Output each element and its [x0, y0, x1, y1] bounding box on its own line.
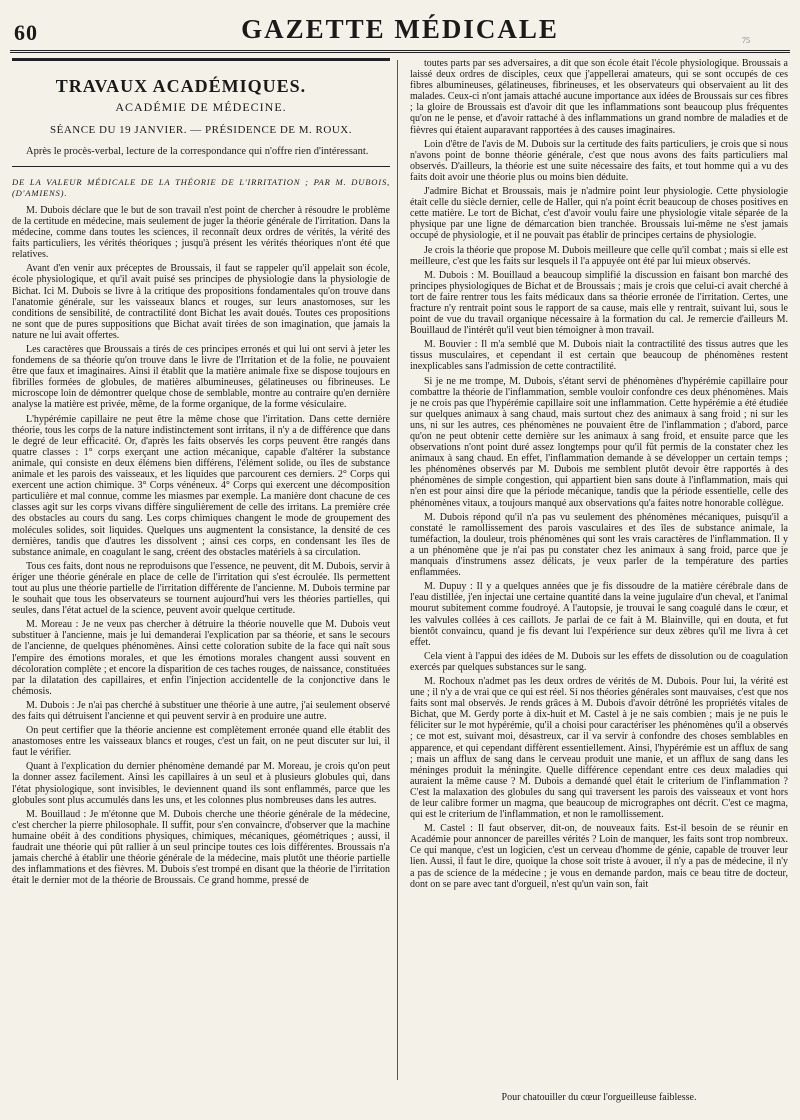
right-column-body [410, 58, 788, 890]
section-bottom-rule [12, 166, 390, 167]
article-paragraph: M. Bouillaud : Je m'étonne que M. Dubois cherche une théorie générale de la médecine, c'est chercher la pierre philosophale. Il suffit, pour s'en convaincre, d'observer que la machine humaine obéit à des conditions physiques, chimiques, mécaniques, géométriques ; aussi, il faudrait une théorie qui pût rallier à un seul principe toutes ces lois différentes. Broussais n'a jamais cherché à établir une théorie générale de la médecine, mais plutôt une théorie partielle des inflammations et des fièvres. M. Dubois s'est trompé en disant que la théorie de l'irritation était le dernier mot de la théorie de Broussais. Ce grand homme, pressé de [12, 808, 390, 887]
article-paragraph: Avant d'en venir aux préceptes de Broussais, il faut se rappeler qu'il appelait son école, école physiologique, et qu'il avait puisé ses principes de physiologie dans la physiologie de Bichat. Ici M. Dubois se livre à la critique des propositions fondamentales qu'on trouve dans l'anatomie générale, sur les vaisseaux blancs et rouges, sur leurs anastomoses, sur les conditions de sensibilité, de contractilité dont Bichat les avait doués. Toutes ces propositions ne sont que de pures suppositions que Bichat avait tirées de son imagination, que jamais la nature ne lui avait offertes. [12, 263, 390, 341]
intro-text: Après le procès-verbal, lecture de la correspondance qui n'offre rien d'intéressant. [26, 146, 369, 158]
section-title: TRAVAUX ACADÉMIQUES. [55, 76, 307, 96]
article-paragraph: toutes parts par ses adversaires, a dit que son école était l'école physiologique. Broussais a laissé deux ordres de disciples, ceux que j'appellerai amateurs, qui se sont occupés de ces fibres albumineuses, gélatineuses, fibrineuses, et les observateurs qui observaient au lit des malades. Ceux-ci n'ont jamais attaché aucune importance aux idées de Broussais sur ces fibres ; la gloire de Broussais est d'avoir dit que les inflammations sont beaucoup plus fréquentes qu'on ne le pense, et d'avoir rattaché à des inflammations un grand nombre de maladies et de fièvres qui étaient auparavant rapportées à des causes imaginaires. [410, 58, 788, 136]
left-column [12, 58, 390, 1116]
article-paragraph: M. Dubois : Je n'ai pas cherché à substituer une théorie à une autre, j'ai seulement observé des faits qui détruisent l'ancienne et qui peuvent servir à en produire une autre. [12, 699, 390, 722]
article-paragraph: J'admire Bichat et Broussais, mais je n'admire point leur physiologie. Cette physiologie était celle du siècle dernier, celle de Haller, qui n'a point écrit beaucoup de choses positives en cette matière. Le tort de Bichat, c'est d'avoir voulu faire une physiologie vitale séparée de la physique par une ligne de démarcation bien tranchée. Broussais lui-même ne s'est jamais occupé de physiologie, et il ne pouvait pas établir de principes certains de physiologie. [410, 186, 788, 242]
section-subtitle: ACADÉMIE DE MÉDECINE. [115, 100, 287, 115]
article-paragraph: Je crois la théorie que propose M. Dubois meilleure que celle qu'il combat ; mais si elle est meilleure, c'est que les faits sur lesquels il l'a appuyée ont été par lui mieux observés. [410, 244, 788, 267]
article-paragraph: M. Dubois : M. Bouillaud a beaucoup simplifié la discussion en faisant bon marché des principes physiologiques de Bichat et de Broussais ; mais je crois que celui-ci avait cherché à tort de faire rentrer tous les faits médicaux dans sa théorie erronée de l'irritation. Certes, une fracture n'y rentrait point sous le rapport de sa cause, mais elle y rentrait, suivant lui, sous le point de vue du travail organique nécessaire à la formation du cal. Je remercie d'ailleurs M. Bouillaud de l'intérêt qu'il veut bien témoigner à mon travail. [410, 269, 788, 337]
article-paragraph: Les caractères que Broussais a tirés de ces principes erronés et qui lui ont servi à jeter les fondemens de sa théorie qu'on trouve dans le livre de l'Irritation et de la folie, ne pouvaient être que faux et imaginaires. Ainsi il établit que la matière animale fixe se dispose toujours en fibrilles formées de globules, de matières albumineuses, gélatineuses ou fibrineuses. Le microscope loin de démontrer quelque chose de semblable, montre au contraire qu'en dernière analyse la matière est privée, même, de la forme organique, de la forme vésiculaire. [12, 344, 390, 411]
article-paragraph: Si je ne me trompe, M. Dubois, s'étant servi de phénomènes d'hypérémie capillaire pour combattre la théorie de l'inflammation, semble vouloir confondre ces deux phénomènes. Mais je ne crois pas que l'hypérémie capillaire soit une inflammation. Cette hypérémie a été étudiée sur quelques animaux à sang chaud, mais surtout chez des animaux à sang froid ; ni sur les uns, ni sur les autres, ces phénomènes ne pouvaient être de l'inflammation ; d'abord, parce qu'on ne peut obtenir cette dernière sur les animaux à sang froid, et ensuite parce que les observations n'ont point duré assez longtemps pour qu'il fût permis de la constater chez les animaux à sang chaud. En effet, l'inflammation demande à se développer un certain temps ; les phénomènes observés par M. Dubois me semblent plutôt devoir être rapportés à des phénomènes de simple congestion, qui appartient bien sans doute à l'inflammation, mais qui n'en est pour ainsi dire que la période mécanique, tandis que la période essentielle, celle des phénomènes vitaux, a toujours manqué aux observations qu'a faites notre honorable collègue. [410, 375, 788, 509]
article-paragraph: Loin d'être de l'avis de M. Dubois sur la certitude des faits particuliers, je crois que si nous n'avons point de bonne théorie générale, c'est que nous avons des faits particuliers mal observés. D'ailleurs, la théorie est une suite nécessaire des faits, et tout homme qui a vu des faits doit avoir une théorie plus ou moins bien déduite. [410, 138, 788, 183]
article-paragraph: M. Dubois répond qu'il n'a pas vu seulement des phénomènes mécaniques, puisqu'il a constaté le ramollissement des parois vasculaires et des îles de substance animale, la tuméfaction, la douleur, trois phénomènes qui sont les vrais caractères de l'inflammation. Il y a un phénomène que je n'ai pas pu constater chez les animaux à sang froid, parce que je manquais d'instrumens assez délicats, je veux parler de la température des parties enflammées. [410, 511, 788, 579]
article-paragraph: On peut certifier que la théorie ancienne est complètement erronée quand elle établit des anastomoses entre les vaisseaux blancs et rouges, c'est un fait, on ne peut discuter sur lui, il faut le vérifier. [12, 725, 390, 759]
article-paragraph: Tous ces faits, dont nous ne reproduisons que l'essence, ne peuvent, dit M. Dubois, servir à ériger une théorie générale en place de celle de l'irritation qui s'est écroulée. Ils permettent tout au plus une théorie partielle de l'irritation différente de l'ancienne. M. Dubois termine par le souhait que tous les observateurs se tournent aujourd'hui vers les théories partielles, qui seules, dans l'état actuel de la science, peuvent avoir quelque certitude. [12, 560, 390, 617]
article-paragraph: M. Moreau : Je ne veux pas chercher à détruire la théorie nouvelle que M. Dubois veut substituer à l'ancienne, mais je lui demanderai l'explication par sa théorie, et sans le secours de l'ancienne, de quelques phénomènes. Ainsi cette coloration subite de la face qui naît sous l'empire des émotions morales, et que les émotions morales changent aussi souvent en décoloration complète ; et encore la disparition de ces taches rouges, de naissance, constituées par la dilatation des capillaires, et enfin l'injection accidentelle de la conjonctive dans le chémosis. [12, 619, 390, 697]
article-paragraph: M. Rochoux n'admet pas les deux ordres de vérités de M. Dubois. Pour lui, la vérité est une ; il n'y a de vrai que ce qui est réel. Si nos théories générales sont mauvaises, c'est que nos faits sont mal observés. Je rends grâces à M. Dubois d'avoir détrôné les propriétés vitales de Bichat, que M. Gerdy porte à dix-huit et M. Castel à je ne sais combien ; mais je ne puis le féliciter sur le mot hypérémie, qu'il a choisi pour caractériser les phénomènes qu'il a observés ; ce mot est, suivant moi, désastreux, car il va servir à confondre des choses semblables en apparence, et qui cependant diffèrent essentiellement. Ainsi, l'hypérémie est un afflux de sang ; mais un afflux de sang dans le cerveau produit une manie, et un afflux de sang dans les méninges produit la méningite. Quelle différence cependant entre ces deux maladies qui auraient la même cause ? M. Dubois a demandé quel était le criterium de l'inflammation ? C'est la malaxation des globules du sang qui traversent les parois des vaisseaux et vont hors de leur calibre former un magma, que beaucoup de micrographes ont décrit. C'est ce magma, qui est le criterium de l'inflammation, et non le ramollissement. [410, 675, 788, 821]
column-separator [397, 60, 398, 1080]
session-line: SÉANCE DU 19 JANVIER. — PRÉSIDENCE DE M. ROUX. [50, 124, 352, 137]
right-column [410, 58, 788, 1088]
article-paragraph: M. Dupuy : Il y a quelques années que je fis dissoudre de la matière cérébrale dans de l'eau distillée, j'en injectai une certaine quantité dans la veine jugulaire d'un cheval, et l'animal mourut subitement comme foudroyé. A l'autopsie, je trouvai le sang coagulé dans le cœur, et les valvules collées à ces caillots. Je parlai de ce fait à M. Blainville, qui en douta, et fut bientôt convaincu, quand je fis devant lui l'expérience sur deux zèbres qu'il me livra à cet effet. [410, 581, 788, 648]
corner-mark: 75 [742, 36, 750, 45]
journal-title: GAZETTE MÉDICALE [241, 14, 559, 44]
section-top-rule [12, 58, 390, 61]
article-paragraph: Cela vient à l'appui des idées de M. Dubois sur les effets de dissolution ou de coagulation exercés par quelques substances sur le sang. [410, 650, 788, 673]
article-title: DE LA VALEUR MÉDICALE DE LA THÉORIE DE L'IRRITATION ; PAR M. DUBOIS, (D'AMIENS). [12, 176, 390, 198]
article-paragraph: L'hypérémie capillaire ne peut être la même chose que l'irritation. Dans cette dernière théorie, tous les corps de la nature indistinctement sont irritans, il n'y a de différence que dans le degré de leur efficacité. Or, d'après les faits observés les corps peuvent être rangés dans quatre classes : 1° corps exerçant une action mécanique, capable d'altérer la substance animale, qui consiste en deux élémens bien différens, l'élément solide, ou îles de substance animale et les parois des vaisseaux, et les liquides que parcourent ces derniers. 2° Corps qui exercent une action chimique. 3° Corps vénéneux. 4° Corps qui exercent une décomposition particulière et mal connue, comme les miasmes par exemple. La manière dont chacune de ces classes agit sur les corps vivans diffère singulièrement de celle des irritans. La première crée des obstacles au cours du sang. Les corps chimiques changent le mode de groupement des molécules solides, soit liquides. Quelques uns augmentent la consistance, la densité de ces dernières, tandis que d'autres les dissolvent ; ainsi ces corps, en condensant les îles de substance animale, en coagulant le sang, créent des obstacles matériels à sa circulation. [12, 413, 390, 558]
article-paragraph: M. Castel : Il faut observer, dit-on, de nouveaux faits. Est-il besoin de se réunir en Académie pour annoncer de pareilles vérités ? Loin de manquer, les faits sont trop nombreux. Ce qui manque, c'est un logicien, c'est un cerveau d'homme de génie, capable de trouver leur lien. Aussi, il faut le dire, quoique la chose soit triste à avouer, il n'y a pas de médecine, il n'y a pas de science de la médecine ; je vous en demande pardon, mais ce beau titre de docteur, dont on se pare avec tant d'orgueil, n'est qu'un vain son, fait [410, 823, 788, 890]
left-column-body [12, 205, 390, 887]
article-paragraph: M. Bouvier : Il m'a semblé que M. Dubois niait la contractilité des tissus autres que les tissus musculaires, et cependant il est certain que beaucoup de phénomènes restent inexplicables sans l'admission de cette contractilité. [410, 339, 788, 373]
footer-continuation: Pour chatouiller du cœur l'orgueilleuse faiblesse. [501, 1092, 697, 1103]
article-paragraph: Quant à l'explication du dernier phénomène demandé par M. Moreau, je crois qu'on peut la donner assez facilement. Ainsi les capillaires à un seul et à plusieurs globules qui, dans l'état physiologique, sont invisibles, le deviennent quand ils sont enflammés, parce que les globules sont plus accumulés dans les uns, et les colonnes plus nombreuses dans les autres. [12, 761, 390, 806]
article-paragraph: M. Dubois déclare que le but de son travail n'est point de chercher à résoudre le problème de la certitude en médecine, mais seulement de juger la théorie générale de l'irritation. Dans la médecine, comme dans toutes les sciences, il reconnaît deux ordres de vérités, la vérité des faits particuliers, les vérités théoriques ; jusqu'à présent les vérités théoriques n'ont été que relatives. [12, 204, 390, 261]
header-rule [10, 50, 790, 53]
page-number: 60 [14, 20, 38, 45]
